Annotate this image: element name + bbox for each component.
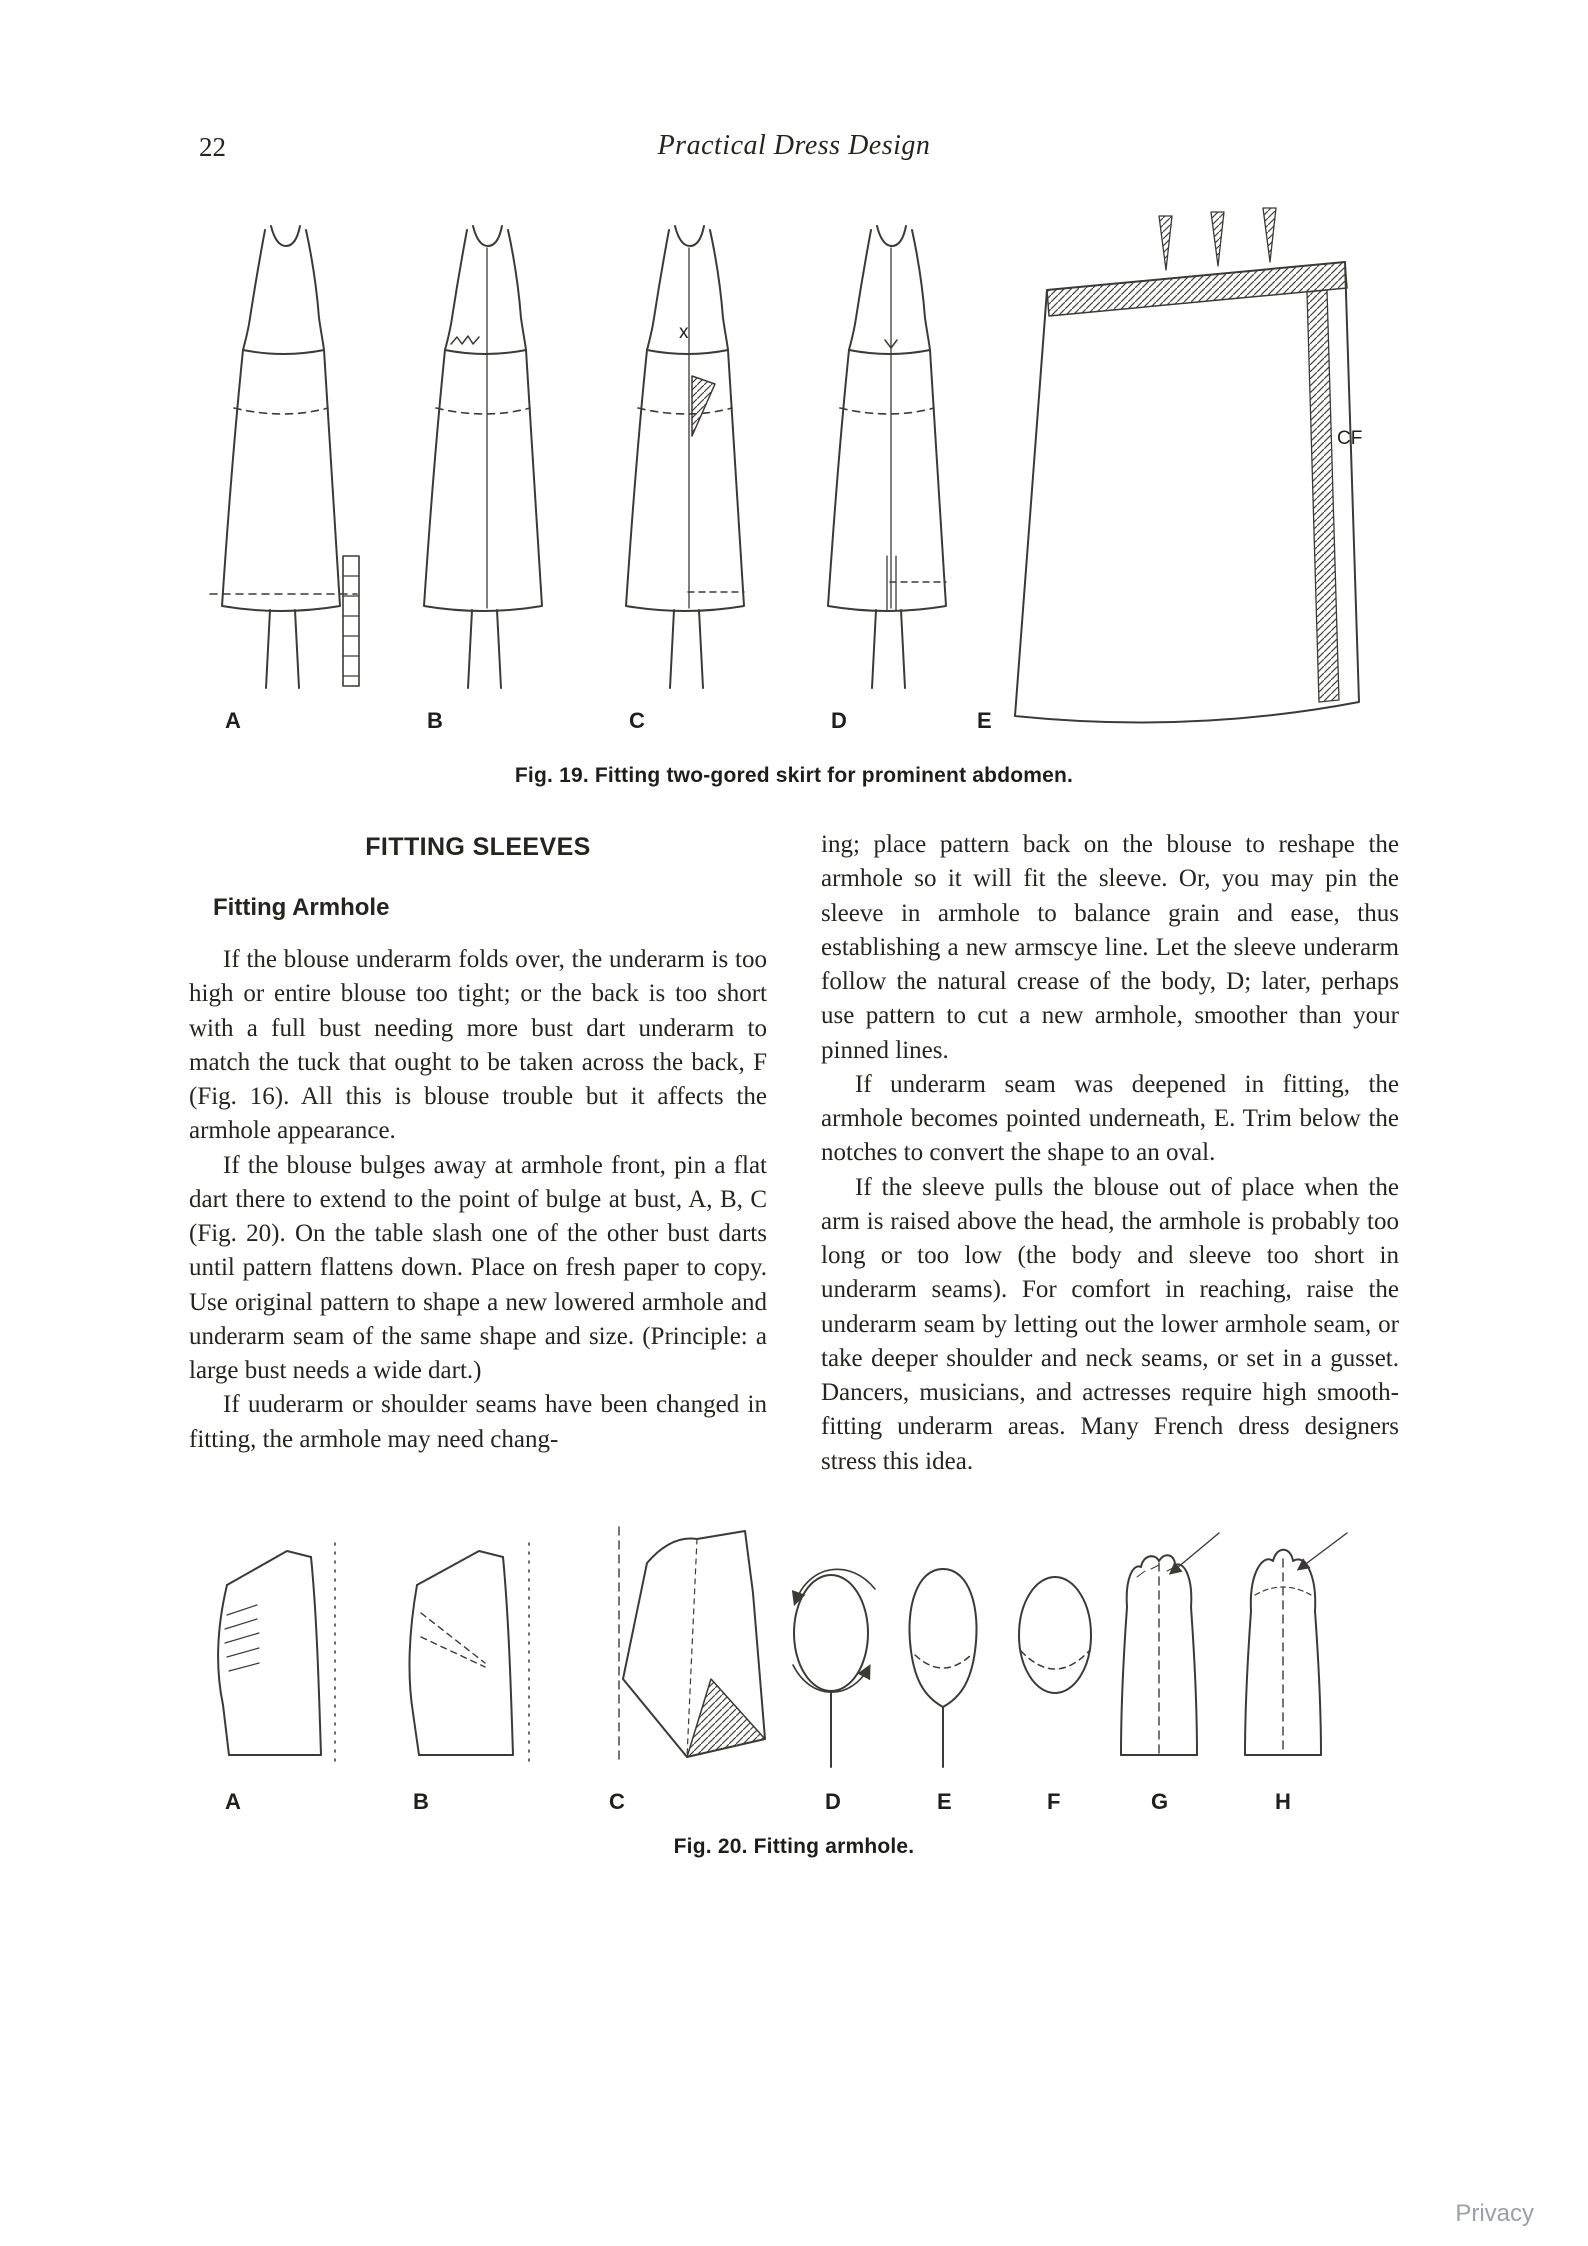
fig20-caption: Fig. 20. Fitting armhole.	[673, 1834, 915, 1858]
fig20-label-a: A	[225, 1788, 241, 1814]
armhole-sketch-b	[410, 1543, 529, 1763]
armhole-sketch-f	[1019, 1577, 1091, 1693]
book-page	[189, 0, 1399, 1859]
fig19-label-b: B	[427, 708, 443, 733]
armhole-sketch-c	[619, 1527, 765, 1763]
paragraph: If underarm seam was deepened in fitting, the armhole becomes pointed underneath, E. Trim below the notches to convert the shape to an oval.	[821, 1070, 1399, 1167]
skirt-sketch-c	[626, 226, 744, 688]
fig19-label-d: D	[831, 708, 847, 733]
fig20-label-b: B	[413, 1788, 429, 1814]
fig20-label-c: C	[609, 1788, 625, 1814]
fig19-label-a: A	[225, 708, 241, 733]
paragraph: If the sleeve pulls the blouse out of place when the arm is raised above the head, the armhole is probably too long or too low (the body and sleeve too short in underarm seams). For comfort in reaching, raise the underarm seam by letting out the lower armhole seam, or take deeper shoulder and neck seams, or set in a gusset. Dancers, musicians, and actresses require high smooth-fitting underarm areas. Many French dress designers stress this idea.	[821, 1173, 1399, 1475]
fig19-waist-mark: x	[679, 322, 689, 343]
privacy-link[interactable]: Privacy	[1455, 2200, 1534, 2227]
fig19-label-e: E	[977, 708, 992, 733]
fig20-illustration	[189, 1525, 1399, 1825]
page-header	[189, 130, 1399, 168]
sleeve-sketch-g	[1121, 1533, 1219, 1755]
armhole-sketch-e	[909, 1569, 976, 1767]
figure-19	[189, 194, 1399, 788]
left-column	[189, 828, 767, 1479]
paragraph: If the blouse underarm folds over, the underarm is too high or entire blouse too tight; or the back is too short with a full bust needing more bust dart underarm to match the tuck that ought to be taken across the back, F (Fig. 16). All this is blouse trouble but it affects the armhole appearance.	[189, 946, 767, 1145]
skirt-sketch-b	[424, 226, 542, 688]
fig20-label-d: D	[825, 1788, 841, 1814]
fig19-caption: Fig. 19. Fitting two-gored skirt for prominent abdomen.	[514, 764, 1074, 787]
fig20-label-f: F	[1047, 1788, 1061, 1814]
skirt-sketch-d	[828, 226, 946, 688]
armhole-sketch-a	[218, 1543, 335, 1763]
sleeve-sketch-h	[1245, 1533, 1347, 1755]
paragraph: If uuderarm or shoulder seams have been changed in fitting, the armhole may need chang-	[189, 1391, 767, 1453]
fig19-cf-label: CF	[1337, 428, 1363, 449]
figure-20	[189, 1525, 1399, 1859]
section-heading: FITTING SLEEVES	[365, 833, 591, 861]
paragraph: ing; place pattern back on the blouse to reshape the armhole so it will fit the sleeve. Or, you may pin the sleeve in armhole to balance grain and ease, thus establishing a new armscye line. Let the sleeve underarm follow the natural crease of the body, D; later, perhaps use pattern to cut a new armhole, smoother than your pinned lines.	[821, 831, 1399, 1064]
section-subheading: Fitting Armhole	[213, 894, 390, 922]
fig20-label-e: E	[937, 1788, 952, 1814]
fig20-label-h: H	[1275, 1788, 1291, 1814]
right-column	[821, 828, 1399, 1479]
fig19-illustration	[189, 194, 1399, 754]
page-number: 22	[199, 132, 226, 162]
fig20-label-g: G	[1151, 1788, 1169, 1814]
pattern-piece-e	[1015, 208, 1362, 722]
skirt-sketch-a	[210, 226, 359, 688]
armhole-sketch-d	[793, 1569, 875, 1767]
paragraph: If the blouse bulges away at armhole front, pin a flat dart there to extend to the point of bulge at bust, A, B, C (Fig. 20). On the table slash one of the other bust darts until pattern flattens down. Place on fresh paper to copy. Use original pattern to shape a new lowered armhole and underarm seam of the same shape and size. (Principle: a large bust needs a wide dart.)	[189, 1151, 767, 1385]
fig19-label-c: C	[629, 708, 645, 733]
running-header: Practical Dress Design	[657, 130, 931, 161]
body-text	[189, 828, 1399, 1479]
